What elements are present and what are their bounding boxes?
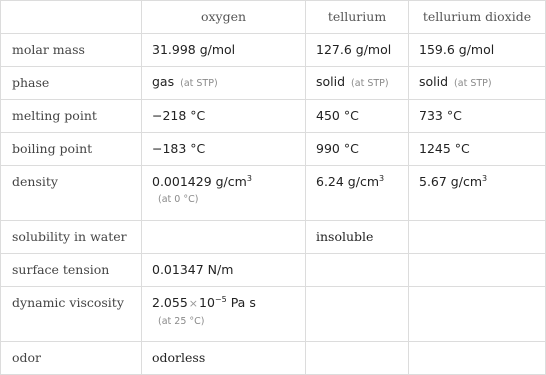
row-dynamic-viscosity bbox=[1, 287, 546, 342]
density-value: 0.001429 g/cm bbox=[152, 174, 247, 189]
row-label-molar-mass: molar mass bbox=[1, 34, 142, 67]
phase-value: solid bbox=[419, 74, 449, 89]
cell-tellurium-density bbox=[306, 166, 409, 221]
row-solubility bbox=[1, 221, 546, 254]
cell-tellurium-dioxide-odor bbox=[409, 342, 546, 375]
density-value: 5.67 g/cm bbox=[419, 174, 483, 189]
exponent: 3 bbox=[379, 173, 385, 183]
row-label-odor: odor bbox=[1, 342, 142, 375]
cell-oxygen-phase bbox=[142, 67, 306, 100]
phase-value: gas bbox=[152, 74, 175, 89]
row-odor bbox=[1, 342, 546, 375]
exponent: −5 bbox=[214, 294, 227, 304]
row-label-solubility: solubility in water bbox=[1, 221, 142, 254]
cell-tellurium-dioxide-density bbox=[409, 166, 546, 221]
cell-tellurium-surface-tension bbox=[306, 254, 409, 287]
cell-tellurium-dioxide-molar-mass: 159.6 g/mol bbox=[409, 34, 546, 67]
cell-tellurium-molar-mass: 127.6 g/mol bbox=[306, 34, 409, 67]
cell-tellurium-dynamic-viscosity bbox=[306, 287, 409, 342]
exponent: 3 bbox=[482, 173, 488, 183]
condition-note: (at STP) bbox=[351, 78, 389, 89]
cell-tellurium-boiling-point: 990 °C bbox=[306, 133, 409, 166]
row-label-melting-point: melting point bbox=[1, 100, 142, 133]
row-label-dynamic-viscosity: dynamic viscosity bbox=[1, 287, 142, 342]
density-value: 6.24 g/cm bbox=[316, 174, 380, 189]
cell-tellurium-dioxide-dynamic-viscosity bbox=[409, 287, 546, 342]
cell-oxygen-dynamic-viscosity bbox=[142, 287, 306, 342]
cell-tellurium-dioxide-solubility bbox=[409, 221, 546, 254]
cell-tellurium-solubility: insoluble bbox=[306, 221, 409, 254]
column-header-tellurium: tellurium bbox=[306, 1, 409, 34]
row-boiling-point bbox=[1, 133, 546, 166]
cell-tellurium-dioxide-phase bbox=[409, 67, 546, 100]
times-sign: × bbox=[188, 297, 199, 310]
cell-tellurium-odor bbox=[306, 342, 409, 375]
condition-note: (at 25 °C) bbox=[158, 316, 205, 327]
row-melting-point bbox=[1, 100, 546, 133]
phase-value: solid bbox=[316, 74, 346, 89]
row-molar-mass bbox=[1, 34, 546, 67]
cell-tellurium-dioxide-boiling-point: 1245 °C bbox=[409, 133, 546, 166]
viscosity-unit: Pa s bbox=[230, 295, 256, 310]
row-label-surface-tension: surface tension bbox=[1, 254, 142, 287]
condition-note: (at STP) bbox=[180, 78, 218, 89]
cell-oxygen-surface-tension: 0.01347 N/m bbox=[142, 254, 306, 287]
row-label-density: density bbox=[1, 166, 142, 221]
row-density bbox=[1, 166, 546, 221]
cell-oxygen-molar-mass: 31.998 g/mol bbox=[142, 34, 306, 67]
viscosity-base: 10 bbox=[199, 295, 215, 310]
cell-oxygen-solubility bbox=[142, 221, 306, 254]
exponent: 3 bbox=[246, 173, 252, 183]
condition-note: (at STP) bbox=[454, 78, 492, 89]
row-label-phase: phase bbox=[1, 67, 142, 100]
header-row bbox=[1, 1, 546, 34]
column-header-oxygen: oxygen bbox=[142, 1, 306, 34]
row-surface-tension bbox=[1, 254, 546, 287]
corner-cell bbox=[1, 1, 142, 34]
cell-tellurium-dioxide-melting-point: 733 °C bbox=[409, 100, 546, 133]
cell-tellurium-melting-point: 450 °C bbox=[306, 100, 409, 133]
condition-note: (at 0 °C) bbox=[158, 194, 199, 205]
cell-oxygen-melting-point: −218 °C bbox=[142, 100, 306, 133]
viscosity-mantissa: 2.055 bbox=[152, 295, 188, 310]
column-header-tellurium-dioxide: tellurium dioxide bbox=[409, 1, 546, 34]
row-phase bbox=[1, 67, 546, 100]
cell-tellurium-phase bbox=[306, 67, 409, 100]
cell-oxygen-boiling-point: −183 °C bbox=[142, 133, 306, 166]
cell-oxygen-odor: odorless bbox=[142, 342, 306, 375]
row-label-boiling-point: boiling point bbox=[1, 133, 142, 166]
cell-oxygen-density bbox=[142, 166, 306, 221]
cell-tellurium-dioxide-surface-tension bbox=[409, 254, 546, 287]
